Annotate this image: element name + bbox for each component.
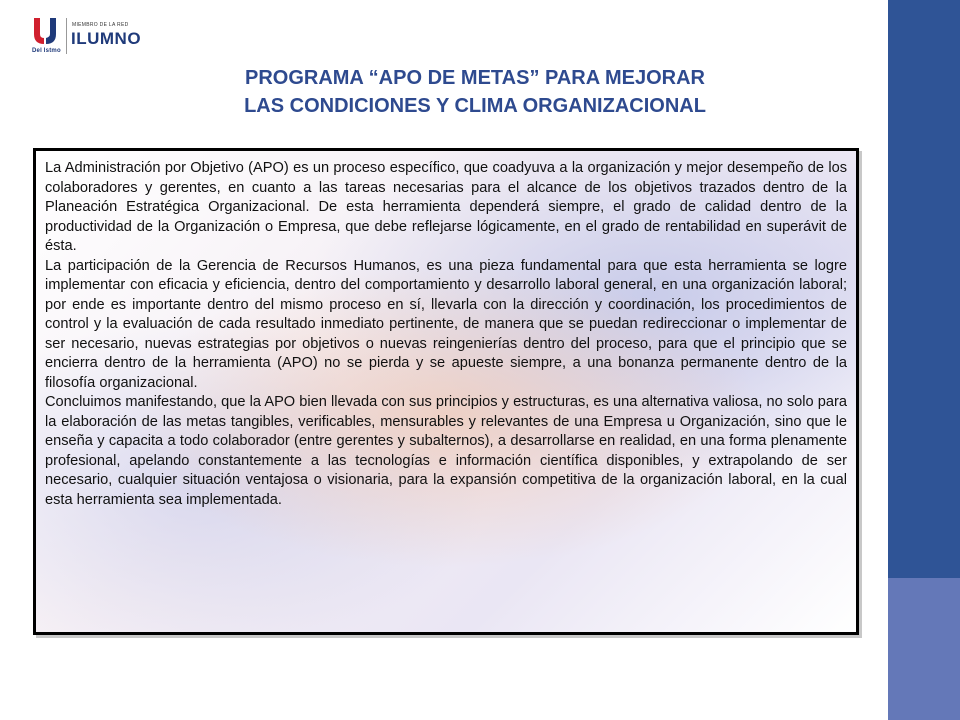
- logo-u-mark-icon: [30, 16, 60, 48]
- logo-network-label: MIEMBRO DE LA RED: [72, 22, 129, 28]
- university-logo: [30, 16, 170, 56]
- logo-brand-name: ILUMNO: [71, 29, 142, 48]
- right-accent-band-bottom: [888, 578, 960, 720]
- logo-subtitle: Del Istmo: [32, 48, 61, 54]
- paragraph-2: La participación de la Gerencia de Recursos Humanos, es una pieza fundamental para que esta herramienta se logre implementar con eficacia y eficiencia, dentro del comportamiento y desarrollo laboral general, en una organización laboral; por ende es importante dentro del mismo proceso en sí, llevarla con la dirección y coordinación, los procedimientos de control y la evaluación de cada resultado inmediato pertinente, de manera que se puedan redireccionar o implementar de ser necesario, nuevas estrategias por objetivos o nuevas reingenierías dentro del proceso, para que el principio que se encierra dentro de la herramienta (APO) no se pierda y se apueste siempre, a una bonanza permanente dentro de la filosofía organizacional.: [45, 257, 847, 391]
- page-title-line-2: LAS CONDICIONES Y CLIMA ORGANIZACIONAL: [244, 95, 706, 117]
- paragraph-3: Concluimos manifestando, que la APO bien llevada con sus principios y estructuras, es una alternativa valiosa, no solo para la elaboración de las metas tangibles, verificables, mensurables y relevantes de una Empresa u Organización, sino que le enseña y capacita a todo colaborador (entre gerentes y subalternos), a desarrollarse en realidad, en una forma plenamente profesional, apelando constantemente a las tecnologías e información científica disponibles, y extrapolando de ser necesario, cualquier situación ventajosa o visionaria, para la expansión competitiva de la organización laboral, en la cual esta herramienta sea implementada.: [45, 394, 847, 508]
- right-accent-band-top: [888, 0, 960, 578]
- logo-divider: [66, 18, 67, 54]
- content-text: [45, 159, 847, 510]
- page-title-line-1: PROGRAMA “APO DE METAS” PARA MEJORAR: [244, 67, 706, 89]
- paragraph-1: La Administración por Objetivo (APO) es un proceso específico, que coadyuva a la organización y mejor desempeño de los colaboradores y gerentes, en cuanto a las tareas necesarias para el alcance de los objetivos trazados dentro de la Planeación Estratégica Organizacional. De esta herramienta dependerá siempre, el grado de calidad dentro de la productividad de la Organización o Empresa, que debe reflejarse lógicamente, en el grado de rentabilidad en superávit de ésta.: [45, 160, 847, 254]
- content-panel: [33, 148, 859, 635]
- page-title: [150, 64, 800, 120]
